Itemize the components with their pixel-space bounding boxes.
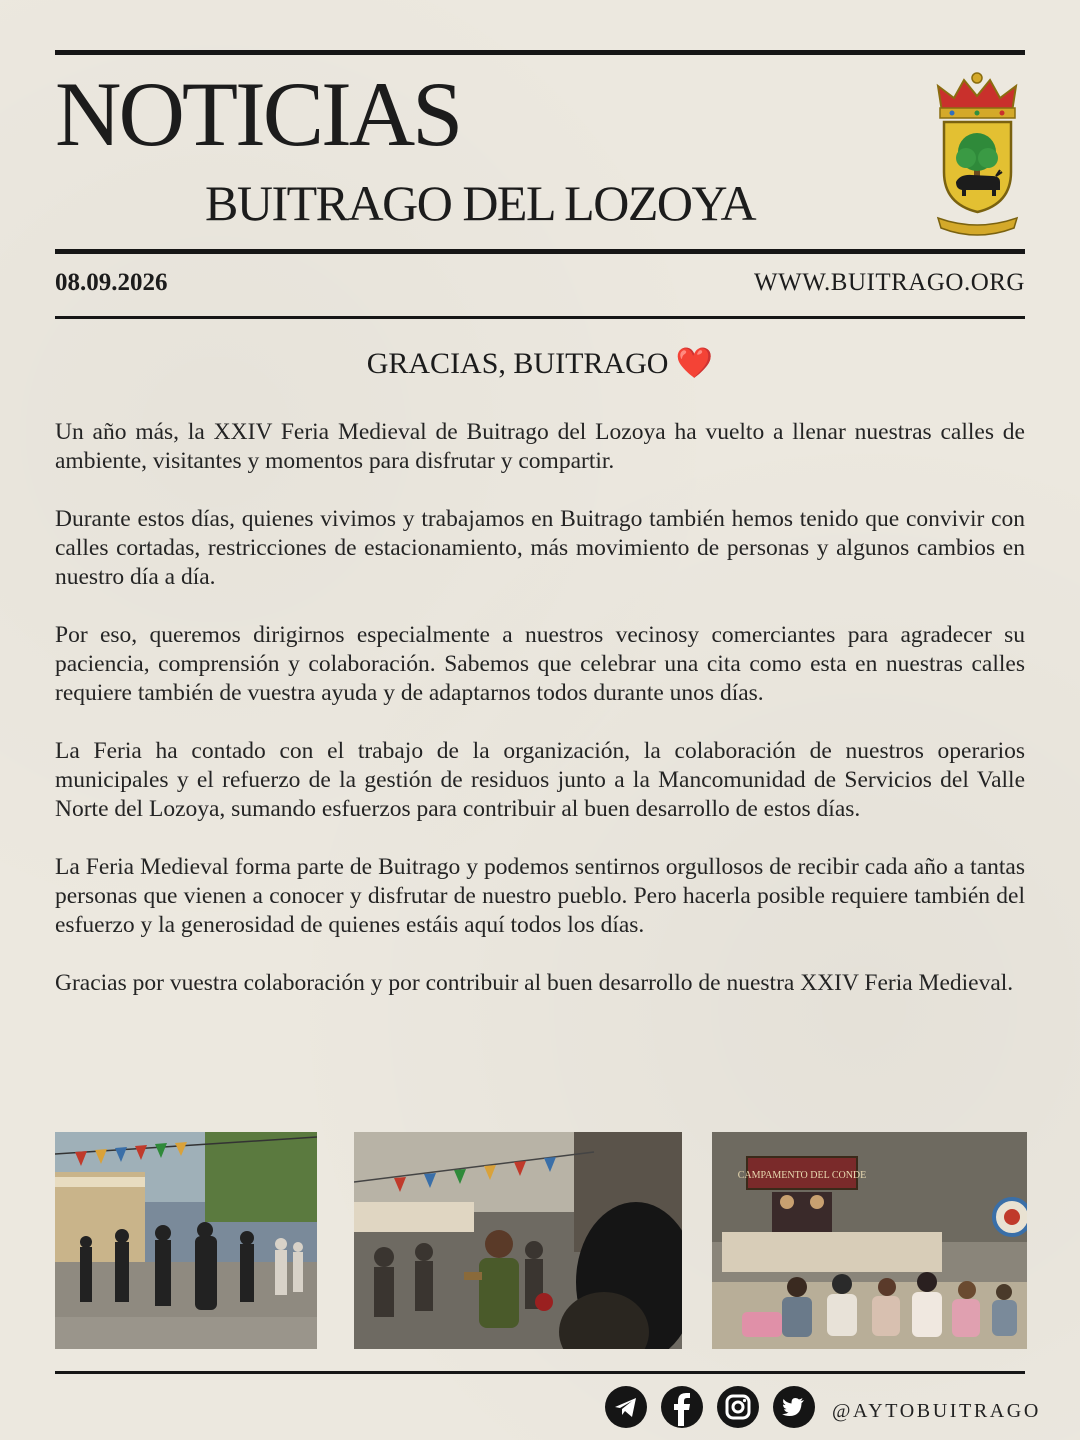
paragraph-5: La Feria Medieval forma parte de Buitrago y podemos sentirnos orgullosos de recibir cada año a tantas personas que vienen a conocer y disfrutar de nuestro pueblo. Pero hacerla posible requiere también del esfuerzo y la generosidad de quienes estáis aquí todos los días.	[55, 854, 1025, 938]
photo-performers	[354, 1132, 682, 1349]
footer-rule	[55, 1371, 1025, 1374]
headline-text: GRACIAS, BUITRAGO	[366, 347, 669, 380]
publication-date: 08.09.2026	[55, 269, 168, 296]
top-rule	[55, 50, 1025, 55]
photo-puppet-show	[712, 1132, 1027, 1349]
paragraph-6: Gracias por vuestra colaboración y por contribuir al buen desarrollo de nuestra XXIV Feria Medieval.	[55, 970, 1014, 996]
paragraph-2: Durante estos días, quienes vivimos y trabajamos en Buitrago también hemos tenido que convivir con calles cortadas, restricciones de estacionamiento, más movimiento de personas y algunos cambios en nuestro día a día.	[55, 506, 1025, 590]
telegram-icon[interactable]	[605, 1386, 647, 1428]
article-body	[55, 418, 1025, 1027]
page-subtitle: BUITRAGO DEL LOZOYA	[205, 175, 756, 231]
twitter-icon[interactable]	[773, 1386, 815, 1428]
photo-market-street	[55, 1132, 317, 1349]
instagram-icon[interactable]	[717, 1386, 759, 1428]
paragraph-1: Un año más, la XXIV Feria Medieval de Buitrago del Lozoya ha vuelto a llenar nuestras calles de ambiente, visitantes y momentos para disfrutar y compartir.	[55, 419, 1025, 474]
website-link[interactable]: WWW.BUITRAGO.ORG	[754, 269, 1025, 296]
paragraph-4: La Feria ha contado con el trabajo de la organización, la colaboración de nuestros operarios municipales y el refuerzo de la gestión de residuos junto a la Mancomunidad de Servicios del Valle Norte del Lozoya, sumando esfuerzos para contribuir al buen desarrollo de estos días.	[55, 738, 1025, 822]
coat-of-arms-logo	[930, 72, 1025, 237]
page-title: NOTICIAS	[55, 63, 461, 165]
heart-icon: ❤️	[675, 347, 714, 380]
puppet-show-sign: CAMPAMENTO DEL CONDE	[737, 1170, 867, 1181]
facebook-icon[interactable]	[661, 1386, 703, 1428]
article-headline	[0, 346, 1080, 382]
paragraph-3: Por eso, queremos dirigirnos especialmente a nuestros vecinosy comerciantes para agradecer su paciencia, comprensión y colaboración. Sabemos que celebrar una cita como esta en nuestras calles requiere también de vuestra ayuda y de adaptarnos todos durante unos días.	[55, 622, 1025, 706]
header-bottom-rule	[55, 249, 1025, 254]
meta-bottom-rule	[55, 316, 1025, 319]
social-handle[interactable]: @AYTOBUITRAGO	[832, 1400, 1041, 1422]
